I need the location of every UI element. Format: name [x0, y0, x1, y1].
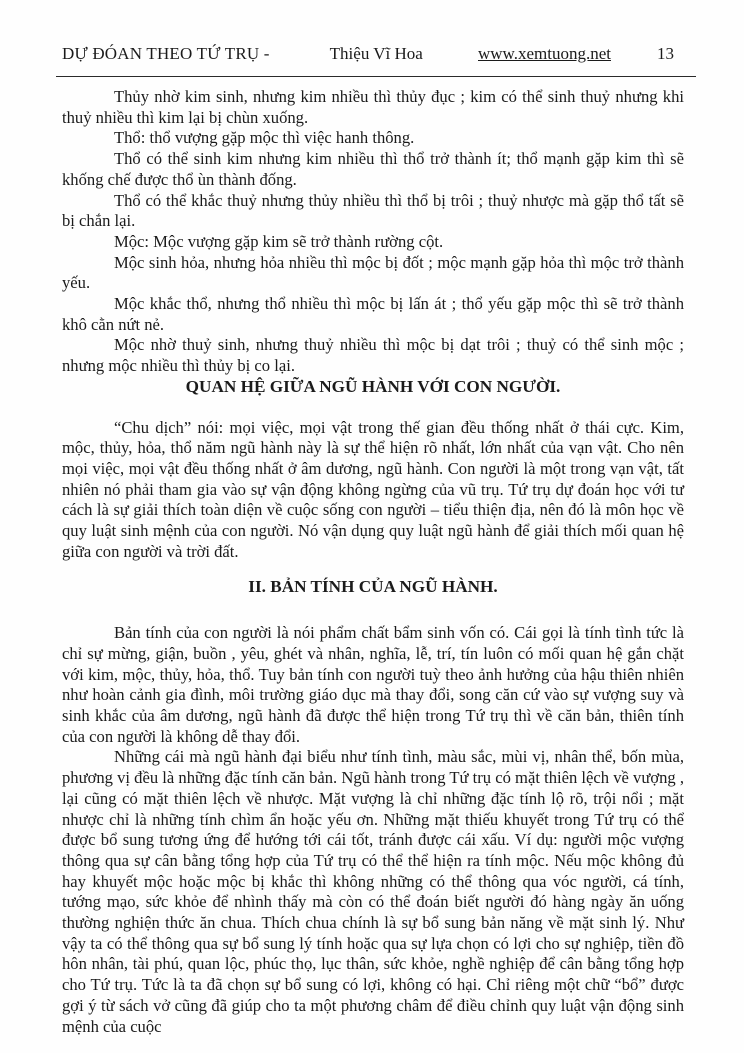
body-paragraph: Mộc sinh hỏa, nhưng hỏa nhiều thì mộc bị đốt ; mộc mạnh gặp hỏa thì mộc trở thành yếu. [62, 252, 684, 293]
header-book-title: DỰ ĐÓAN THEO TỨ TRỤ - [62, 44, 270, 63]
body-paragraph: Thổ: thổ vượng gặp mộc thì việc hanh thông. [114, 128, 415, 148]
body-paragraph: Thủy nhờ kim sinh, nhưng kim nhiều thì thủy đục ; kim có thể sinh thuỷ nhưng khi thuỷ nhiều thì kim lại bị chùn xuống. [62, 87, 684, 127]
body-paragraph: Thổ có thể sinh kim nhưng kim nhiều thì thổ trở thành ít; thổ mạnh gặp kim thì sẽ khống chế được thổ ùn thành đống. [62, 149, 684, 189]
header-website-link[interactable]: www.xemtuong.net [478, 44, 611, 63]
header-page-number: 13 [657, 44, 674, 63]
body-paragraph: Mộc khắc thổ, nhưng thổ nhiều thì mộc bị lấn át ; thổ yếu gặp mộc thì sẽ trở thành khô cằn nứt nẻ. [62, 294, 684, 334]
header-divider [56, 76, 696, 77]
body-paragraph: Bản tính của con người là nói phẩm chất bẩm sinh vốn có. Cái gọi là tính tình tức là chỉ sự mừng, giận, buồn , yêu, ghét và nhân, nghĩa, lễ, trí, tín luôn có mối quan hệ gắn chặt với kim, mộc, thủy, hỏa, thổ. Tuy bản tính con người tuỳ theo ảnh hưởng của hậu thiên nhiên như hoàn cảnh gia đình, môi trường giáo dục mà thay đổi, song căn cứ vào sự vượng suy và sinh khắc của âm dương, ngũ hành đã được thể hiện trong Tứ trụ thì về căn bản, thiên tính của con người là không dễ thay đổi. [62, 623, 684, 746]
header-author: Thiệu Vĩ Hoa [329, 44, 423, 63]
page-body [62, 87, 684, 1037]
body-paragraph: Những cái mà ngũ hành đại biểu như tính tình, màu sắc, mùi vị, nhân thể, bốn mùa, phương vị đều là những đặc tính căn bản. Ngũ hành trong Tứ trụ có mặt thiên lệch về vượng , lại cũng có mặt thiên lệch về nhược. Mặt vượng là chỉ những đặc tính lộ rõ, trội nổi ; mặt nhược chỉ là những tính chìm ẩn hoặc yếu ơn. Những mặt thiếu khuyết trong Tứ trụ có thể được bổ sung tương ứng để hướng tới cái tốt, tránh được cái xấu. Ví dụ: người mộc vượng thông qua sự cân bằng tổng hợp của Tứ trụ có thể thể hiện ra tính mộc. Nếu mộc không đủ hay khuyết mộc hoặc mộc bị khắc thì không những có thể thông qua vóc người, cá tính, tướng mạo, sức khỏe để nhình thấy mà còn có thể đoán biết người đó hàng ngày ăn uống thường nghiện thức ăn chua. Thích chua chính là sự bổ sung bản năng về mặt sinh lý. Như vậy ta có thể thông qua sự bổ sung lý tính hoặc qua sự lựa chọn có lợi cho sự nghiệp, tiền đồ hôn nhân, tài phú, quan lộc, phúc thọ, lục thân, sức khỏe, nghề nghiệp để cân bằng tổng hợp cho Tứ trụ. Tức là ta đã chọn sự bổ sung có lợi, không có hại. Chỉ riêng một chữ “bổ” được gợi ý từ sách vở cũng đã giúp cho ta một phương châm để điều chỉnh quy luật vận động sinh mệnh của cuộc [62, 747, 684, 1036]
body-paragraph: Thổ có thể khắc thuỷ nhưng thủy nhiều thì thổ bị trôi ; thuỷ nhược mà gặp thổ tất sẽ bị chắn lại. [62, 190, 684, 231]
page-header [62, 44, 674, 64]
body-paragraph: Mộc: Mộc vượng gặp kim sẽ trở thành rường cột. [114, 231, 444, 251]
body-paragraph: “Chu dịch” nói: mọi việc, mọi vật trong thế gian đều thống nhất ở thái cực. Kim, mộc, thủy, hỏa, thổ năm ngũ hành này là sự thể hiện rõ nhất, lớn nhất của vạn vật. Cho nên mọi việc, mọi vật đều thống nhất ở âm dương, ngũ hành. Con người là một trong vạn vật, tất nhiên nó phải tham gia vào sự vận động không ngừng của vũ trụ. Tứ trụ dự đoán học với tư cách là sự giải thích toàn diện về cuộc sống con người – tiểu thiện địa, nên đó là môn học về quy luật sinh mệnh của con người. Nó vận dụng quy luật ngũ hành để giải thích mối quan hệ giữa con người và trời đất. [62, 417, 684, 561]
section-heading: II. BẢN TÍNH CỦA NGŨ HÀNH. [248, 577, 498, 597]
section-heading: QUAN HỆ GIỮA NGŨ HÀNH VỚI CON NGƯỜI. [185, 376, 561, 396]
body-paragraph: Mộc nhờ thuỷ sinh, nhưng thuỷ nhiều thì mộc bị dạt trôi ; thuỷ có thể sinh mộc ; nhưng mộc nhiều thì thủy bị co lại. [62, 335, 684, 376]
